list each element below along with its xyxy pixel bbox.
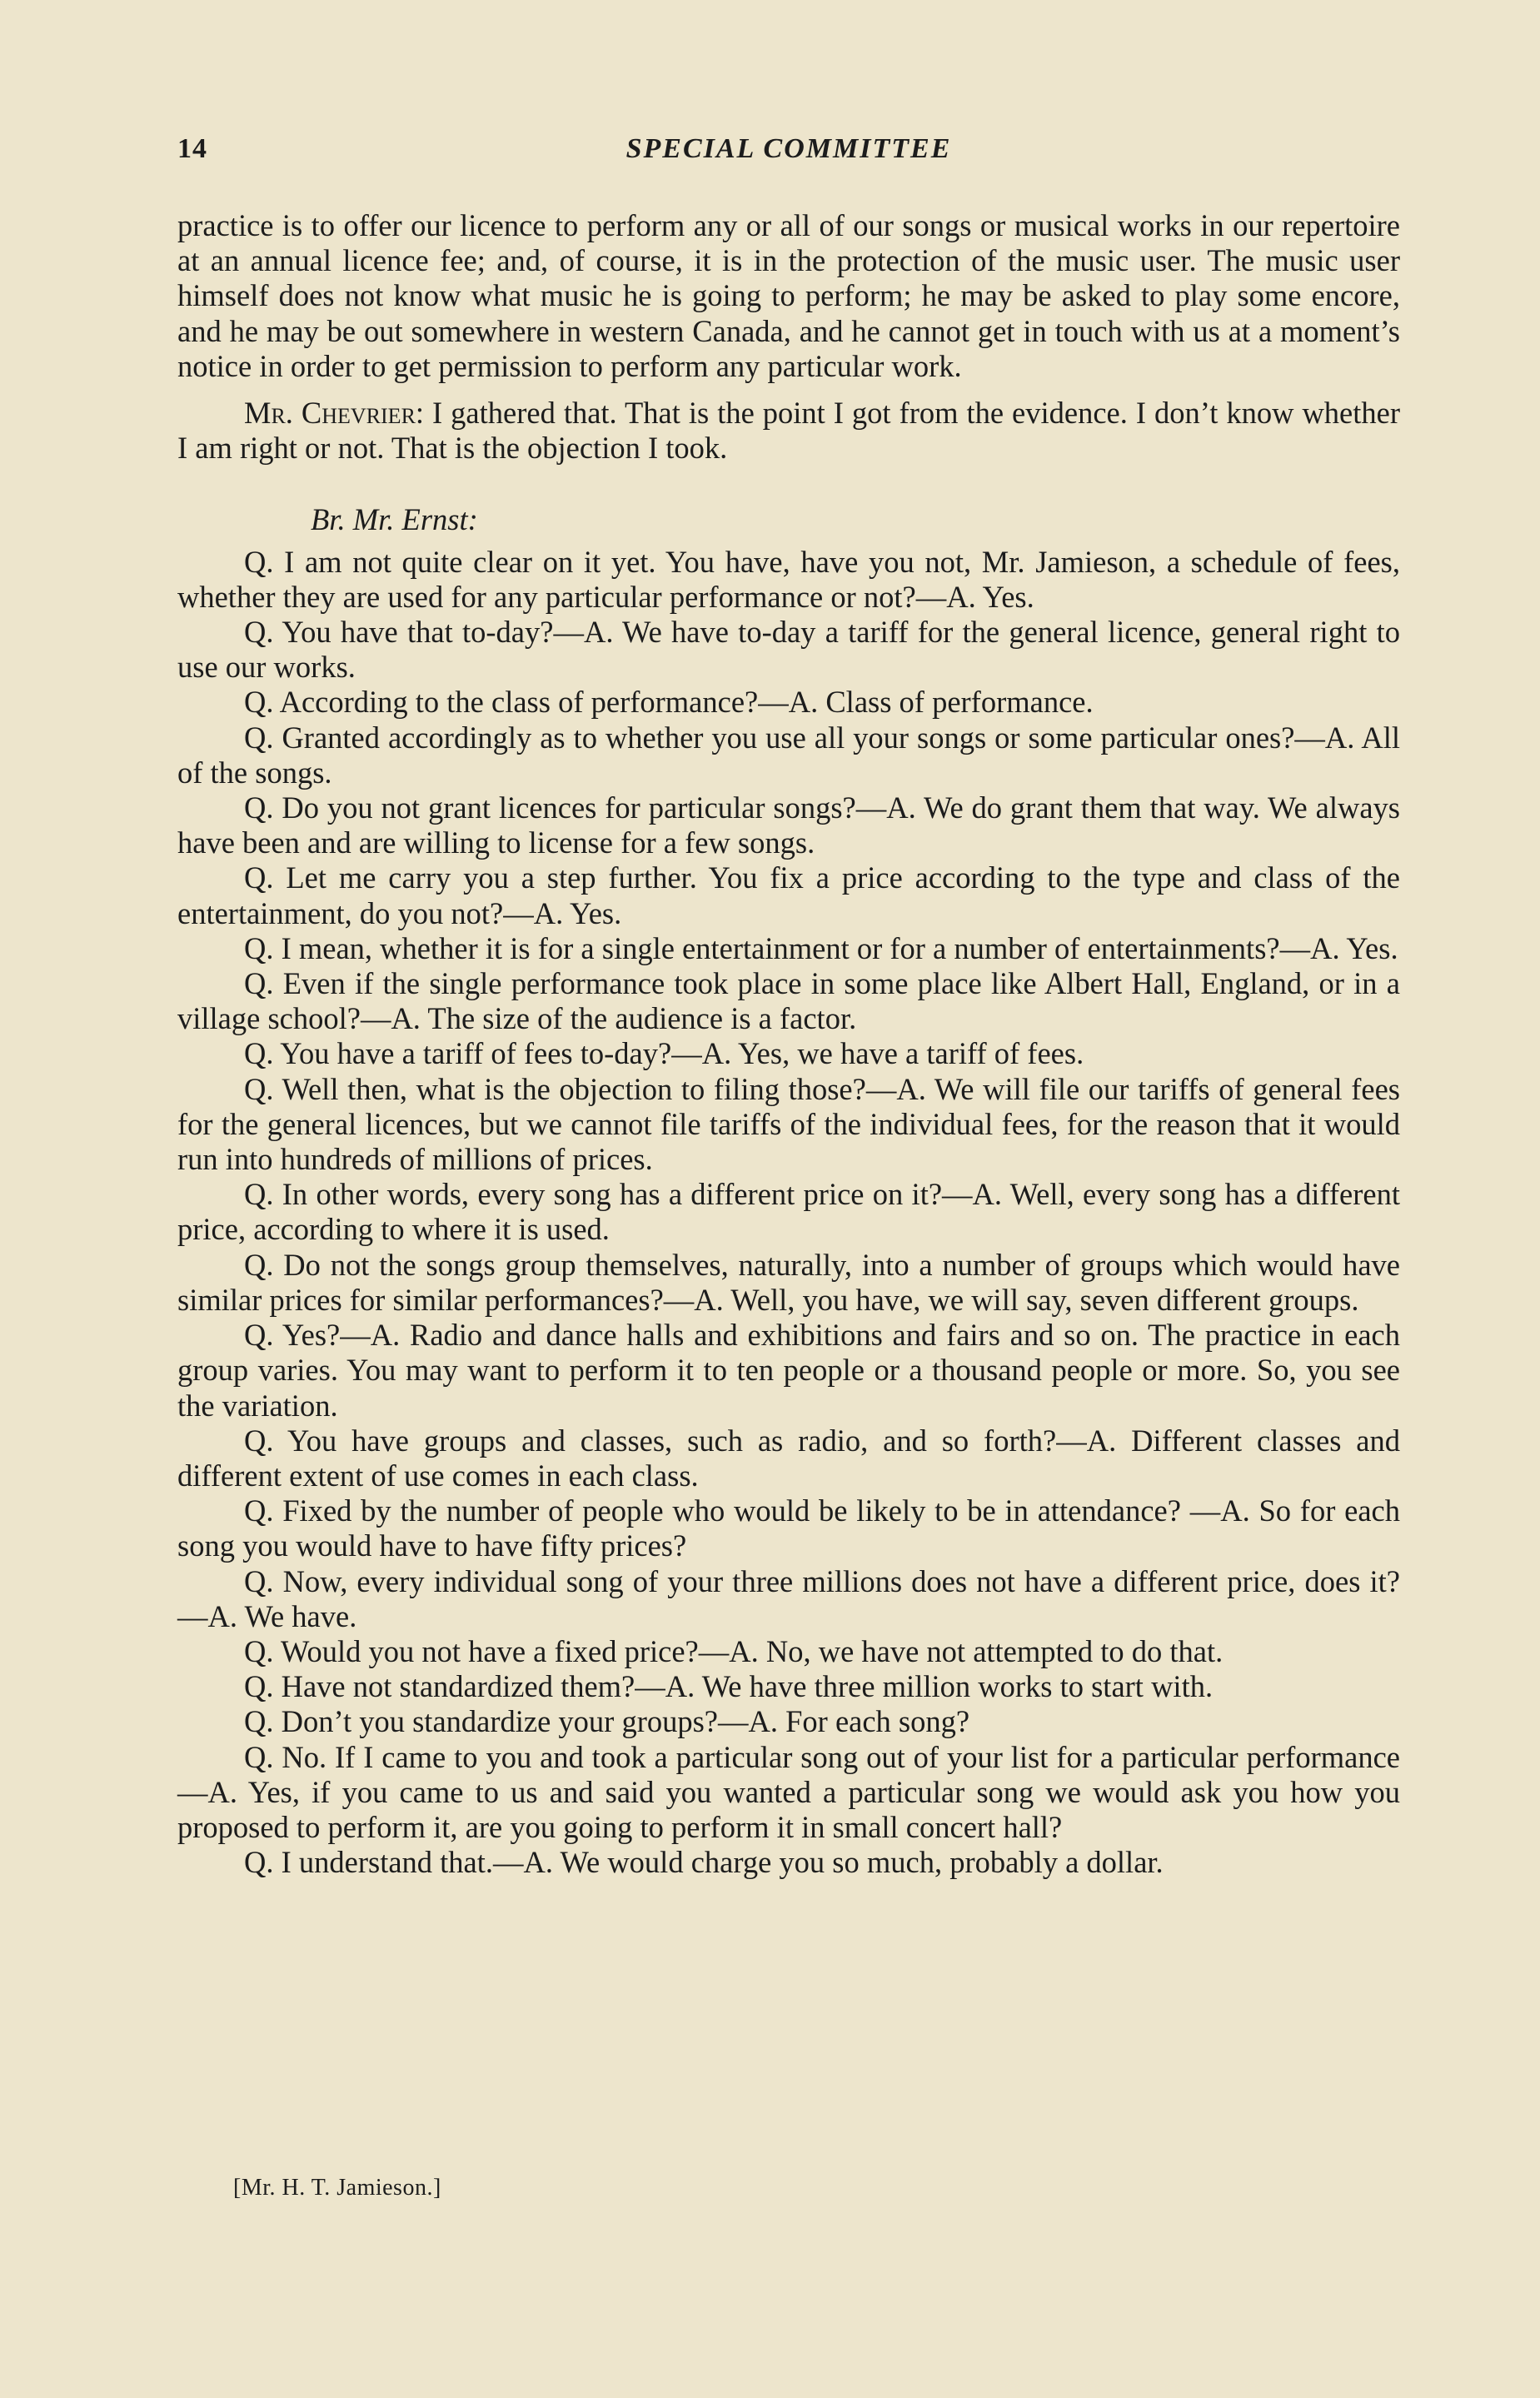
qa-item: Q. Have not standardized them?—A. We have three million works to start with. xyxy=(244,1669,1214,1704)
speaker-name: Mr. Chevrier: xyxy=(244,396,425,431)
intro-paragraph: practice is to offer our licence to perform any or all of our songs or musical works in our repertoire at an annual licence fee; and, of course, it is in the protection of the music user. The music user himself does not know what music he is going to perform; he may be asked to play some encore, and he may be out somewhere in western Canada, and he cannot get in touch with us at a moment’s notice in order to get permission to perform any particular work. xyxy=(177,208,1400,383)
qa-item: Q. You have that to-day?—A. We have to-day a tariff for the general licence, general right to use our works. xyxy=(177,615,1400,685)
qa-item: Q. Yes?—A. Radio and dance halls and exhibitions and fairs and so on. The practice in each group varies. You may want to perform it to ten people or a thousand people or more. So, you see the variation. xyxy=(177,1318,1400,1423)
qa-item: Q. No. If I came to you and took a particular song out of your list for a particular performance—A. Yes, if you came to us and said you wanted a particular song we would ask you how you proposed to perform it, are you going to perform it in small concert hall? xyxy=(177,1739,1400,1844)
qa-item: Q. You have groups and classes, such as radio, and so forth?—A. Different classes and different extent of use comes in each class. xyxy=(177,1423,1400,1493)
qa-item: Q. Well then, what is the objection to filing those?—A. We will file our tariffs of general fees for the general licences, but we cannot file tariffs of the individual fees, for the reason that it would run into hundreds of millions of prices. xyxy=(177,1071,1400,1177)
footer-attribution: [Mr. H. T. Jamieson.] xyxy=(233,2175,441,2201)
qa-item: Q. Do you not grant licences for particular songs?—A. We do grant them that way. We always have been and are willing to license for a few songs. xyxy=(177,790,1400,860)
page-header xyxy=(177,133,1400,177)
body-text xyxy=(177,208,1400,1880)
qa-item: Q. Do not the songs group themselves, naturally, into a number of groups which would have similar prices for similar performances?—A. Well, you have, we will say, seven different groups. xyxy=(177,1247,1400,1317)
chevrier-statement xyxy=(177,396,1400,466)
qa-item: Q. According to the class of performance?—A. Class of performance. xyxy=(244,685,1094,720)
examination-heading: Br. Mr. Ernst: xyxy=(311,502,478,537)
running-title: SPECIAL COMMITTEE xyxy=(625,133,952,164)
qa-item: Q. In other words, every song has a different price on it?—A. Well, every song has a different price, according to where it is used. xyxy=(177,1177,1400,1247)
qa-item: Q. I am not quite clear on it yet. You have, have you not, Mr. Jamieson, a schedule of fees, whether they are used for any particular performance or not?—A. Yes. xyxy=(177,544,1400,614)
qa-item: Q. Fixed by the number of people who would be likely to be in attendance? —A. So for each song you would have to have fifty prices? xyxy=(177,1493,1400,1563)
qa-item: Q. Even if the single performance took place in some place like Albert Hall, England, or in a village school?—A. The size of the audience is a factor. xyxy=(177,966,1400,1036)
qa-item: Q. You have a tariff of fees to-day?—A. Yes, we have a tariff of fees. xyxy=(244,1036,1084,1071)
qa-item: Q. I mean, whether it is for a single entertainment or for a number of entertainments?—A. Yes. xyxy=(244,930,1398,965)
page-number: 14 xyxy=(177,133,207,164)
qa-item: Q. Don’t you standardize your groups?—A. For each song? xyxy=(244,1704,970,1739)
qa-item: Q. Would you not have a fixed price?—A. No, we have not attempted to do that. xyxy=(244,1633,1224,1668)
speaker-text: I gathered that. That is the point I got from the evidence. I don’t know whether I am right or not. That is the objection I took. xyxy=(177,396,1401,466)
qa-item: Q. Let me carry you a step further. You fix a price according to the type and class of the entertainment, do you not?—A. Yes. xyxy=(177,860,1400,930)
qa-item: Q. Now, every individual song of your three millions does not have a different price, does it?—A. We have. xyxy=(177,1563,1400,1633)
qa-item: Q. I understand that.—A. We would charge you so much, probably a dollar. xyxy=(244,1845,1164,1880)
qa-item: Q. Granted accordingly as to whether you use all your songs or some particular ones?—A. All of the songs. xyxy=(177,720,1400,790)
